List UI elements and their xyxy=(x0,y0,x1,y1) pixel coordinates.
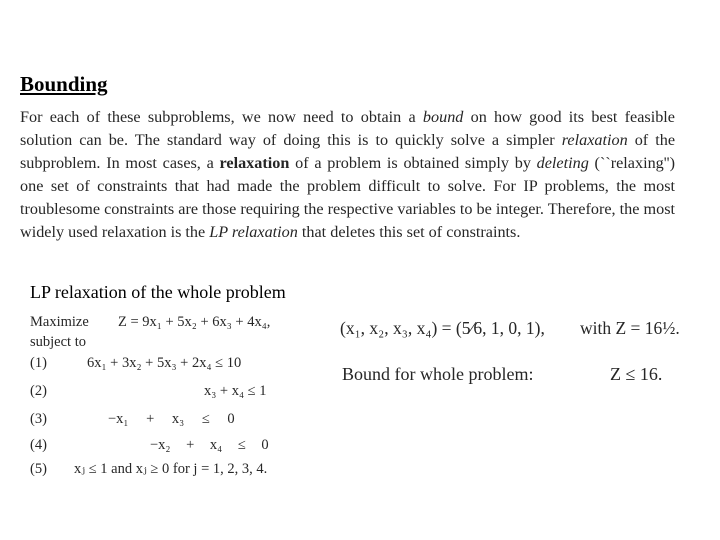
slide-title: Bounding xyxy=(20,72,108,96)
constraint-label: (3) xyxy=(30,411,47,427)
constraint-label: (1) xyxy=(30,355,47,371)
paragraph-relaxation-italic: relaxation xyxy=(561,131,628,149)
paragraph-text-2: on how good its best feasible solution can be. The standard way of doing this is to quickly solve a simpler xyxy=(20,108,675,149)
constraint-expression: −x₂ + x₄ ≤ 0 xyxy=(150,437,269,453)
objective-function: Z = 9x₁ + 5x₂ + 6x₃ + 4x₄, xyxy=(118,314,271,330)
paragraph-text-5: (``relaxing'') one set of constraints that had made the problem difficult to solve. For IP problems, the most troublesome constraints are those requiring the respective variables to be integer. Therefore, the most widely used relaxation is the xyxy=(20,154,675,241)
solution-objective: with Z = 16½. xyxy=(580,318,680,338)
lp-relaxation-subtitle: LP relaxation of the whole problem xyxy=(30,282,286,302)
paragraph-lp-relaxation-italic: LP relaxation xyxy=(209,223,298,241)
paragraph-text-6: that deletes this set of constraints. xyxy=(297,223,521,241)
bound-label: Bound for whole problem: xyxy=(342,364,534,384)
lp-solution xyxy=(340,318,680,339)
constraint-expression: xⱼ ≤ 1 and xⱼ ≥ 0 for j = 1, 2, 3, 4. xyxy=(74,461,268,477)
bounding-paragraph xyxy=(20,106,675,244)
constraint-expression: 6x₁ + 3x₂ + 5x₃ + 2x₄ ≤ 10 xyxy=(87,355,242,371)
subject-to-label: subject to xyxy=(30,334,86,350)
bound-value: Z ≤ 16. xyxy=(610,364,663,384)
paragraph-deleting-italic: deleting xyxy=(536,154,589,172)
constraint-label: (4) xyxy=(30,437,47,453)
paragraph-bound-italic: bound xyxy=(422,108,464,126)
paragraph-text-4: of a problem is obtained simply by xyxy=(289,154,537,172)
constraint-label: (2) xyxy=(30,383,47,399)
paragraph-text-3: of the subproblem. In most cases, a xyxy=(20,131,675,172)
constraint-expression: −x₁ + x₃ ≤ 0 xyxy=(108,411,235,427)
constraint-expression: x₃ + x₄ ≤ 1 xyxy=(204,383,267,399)
solution-point: (x₁, x₂, x₃, x₄) = (5⁄6, 1, 0, 1), xyxy=(340,318,545,338)
maximize-label: Maximize xyxy=(30,314,89,330)
constraint-label: (5) xyxy=(30,461,47,477)
paragraph-relaxation-bold: relaxation xyxy=(219,154,290,172)
paragraph-text-1: For each of these subproblems, we now need to obtain a xyxy=(20,108,423,126)
